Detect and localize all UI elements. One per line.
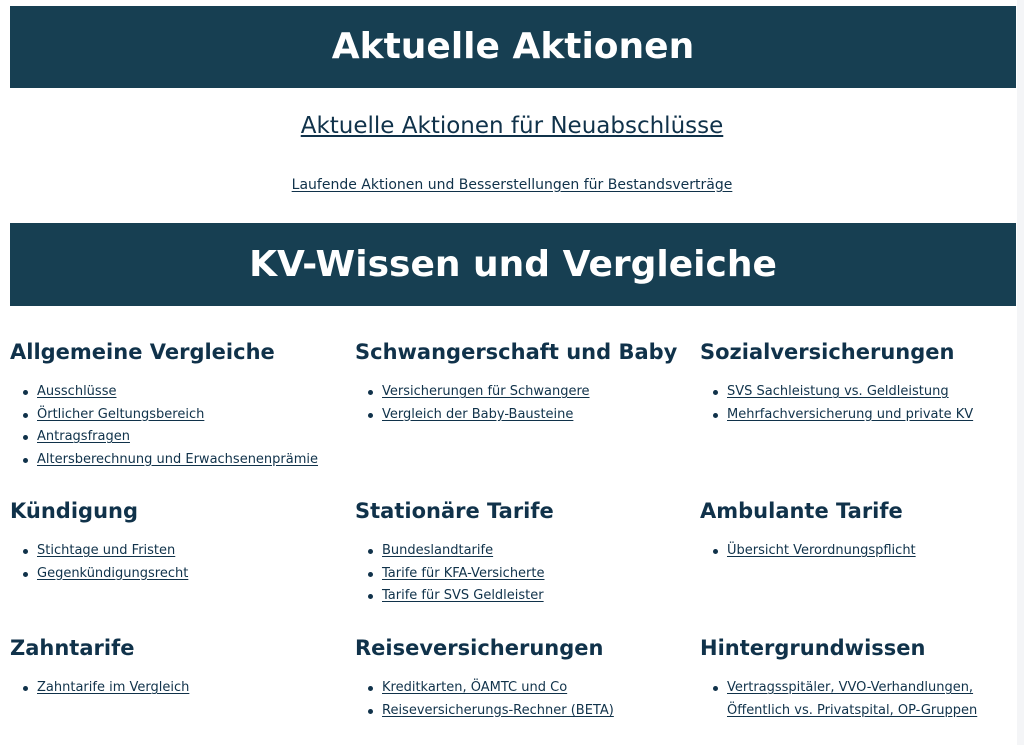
link-bundeslandtarife[interactable]: Bundeslandtarife — [382, 543, 494, 558]
list-item — [10, 449, 340, 472]
existing-contracts-link[interactable]: Laufende Aktionen und Besserstellungen für Bestandsverträge — [291, 177, 733, 193]
link-svs-geldleister[interactable]: Tarife für SVS Geldleister — [382, 588, 544, 603]
section-title: Stationäre Tarife — [355, 499, 554, 523]
section-link-list — [355, 677, 685, 722]
section-link-list — [10, 540, 340, 585]
link-zahntarife-vergleich[interactable]: Zahntarife im Vergleich — [37, 680, 190, 695]
section-title: Allgemeine Vergleiche — [10, 340, 275, 364]
list-item — [10, 381, 340, 404]
section-link-list — [10, 381, 340, 471]
list-item — [10, 563, 340, 586]
link-kfa-versicherte[interactable]: Tarife für KFA-Versicherte — [382, 565, 545, 581]
section-title: Ambulante Tarife — [700, 499, 903, 523]
section-stationaere-tarife — [355, 498, 685, 608]
list-item — [355, 677, 685, 700]
page-right-gutter — [1017, 0, 1024, 745]
list-item — [355, 585, 685, 608]
section-title: Zahntarife — [10, 636, 135, 660]
link-mehrfachversicherung[interactable]: Mehrfachversicherung und private KV — [727, 406, 974, 422]
list-item — [700, 404, 1024, 427]
link-svs-sachleistung[interactable]: SVS Sachleistung vs. Geldleistung — [727, 384, 949, 399]
section-title: Kündigung — [10, 499, 138, 523]
section-title: Sozialversicherungen — [700, 340, 955, 364]
section-link-list — [355, 540, 685, 608]
kv-wissen-heading: KV-Wissen und Vergleiche — [249, 244, 777, 285]
link-altersberechnung[interactable]: Altersberechnung und Erwachsenenprämie — [37, 451, 319, 467]
link-baby-bausteine[interactable]: Vergleich der Baby-Bausteine — [382, 406, 574, 422]
section-hintergrundwissen — [700, 635, 1024, 722]
list-item — [10, 404, 340, 427]
list-item — [355, 404, 685, 427]
section-link-list — [700, 381, 1024, 426]
list-item — [700, 677, 1024, 722]
section-zahntarife — [10, 635, 340, 700]
section-allgemeine-vergleiche — [10, 339, 340, 471]
link-reiseversicherungs-rechner[interactable]: Reiseversicherungs-Rechner (BETA) — [382, 702, 614, 718]
list-item — [10, 677, 340, 700]
list-item — [355, 381, 685, 404]
section-schwangerschaft-baby — [355, 339, 685, 426]
link-oertlicher-geltungsbereich[interactable]: Örtlicher Geltungsbereich — [37, 406, 205, 422]
list-item — [10, 426, 340, 449]
new-contracts-link-row — [0, 110, 1024, 142]
section-link-list — [700, 677, 1024, 722]
kv-wissen-banner — [10, 223, 1016, 306]
section-sozialversicherungen — [700, 339, 1024, 426]
list-item — [10, 540, 340, 563]
new-contracts-link[interactable]: Aktuelle Aktionen für Neuabschlüsse — [300, 113, 724, 139]
link-versicherungen-schwangere[interactable]: Versicherungen für Schwangere — [382, 384, 590, 399]
link-vertragsspitaeler[interactable]: Vertragsspitäler, VVO-Verhandlungen, Öffentlich vs. Privatspital, OP-Gruppen — [727, 680, 978, 718]
link-gegenkuendigungsrecht[interactable]: Gegenkündigungsrecht — [37, 565, 189, 581]
existing-contracts-link-row — [0, 174, 1024, 196]
section-link-list — [700, 540, 1024, 563]
aktuelle-aktionen-heading: Aktuelle Aktionen — [331, 26, 695, 67]
section-ambulante-tarife — [700, 498, 1024, 563]
section-link-list — [355, 381, 685, 426]
section-title: Reiseversicherungen — [355, 636, 604, 660]
list-item — [355, 700, 685, 723]
section-reiseversicherungen — [355, 635, 685, 722]
list-item — [355, 540, 685, 563]
aktuelle-aktionen-banner — [10, 6, 1016, 88]
link-kreditkarten-oeamtc[interactable]: Kreditkarten, ÖAMTC und Co — [382, 680, 568, 695]
list-item — [355, 563, 685, 586]
link-antragsfragen[interactable]: Antragsfragen — [37, 429, 130, 444]
list-item — [700, 381, 1024, 404]
link-stichtage-fristen[interactable]: Stichtage und Fristen — [37, 543, 176, 558]
section-title: Schwangerschaft und Baby — [355, 340, 678, 364]
list-item — [700, 540, 1024, 563]
link-ausschluesse[interactable]: Ausschlüsse — [37, 384, 117, 399]
section-title: Hintergrundwissen — [700, 636, 926, 660]
link-verordnungspflicht[interactable]: Übersicht Verordnungspflicht — [727, 543, 916, 558]
section-kuendigung — [10, 498, 340, 585]
section-link-list — [10, 677, 340, 700]
